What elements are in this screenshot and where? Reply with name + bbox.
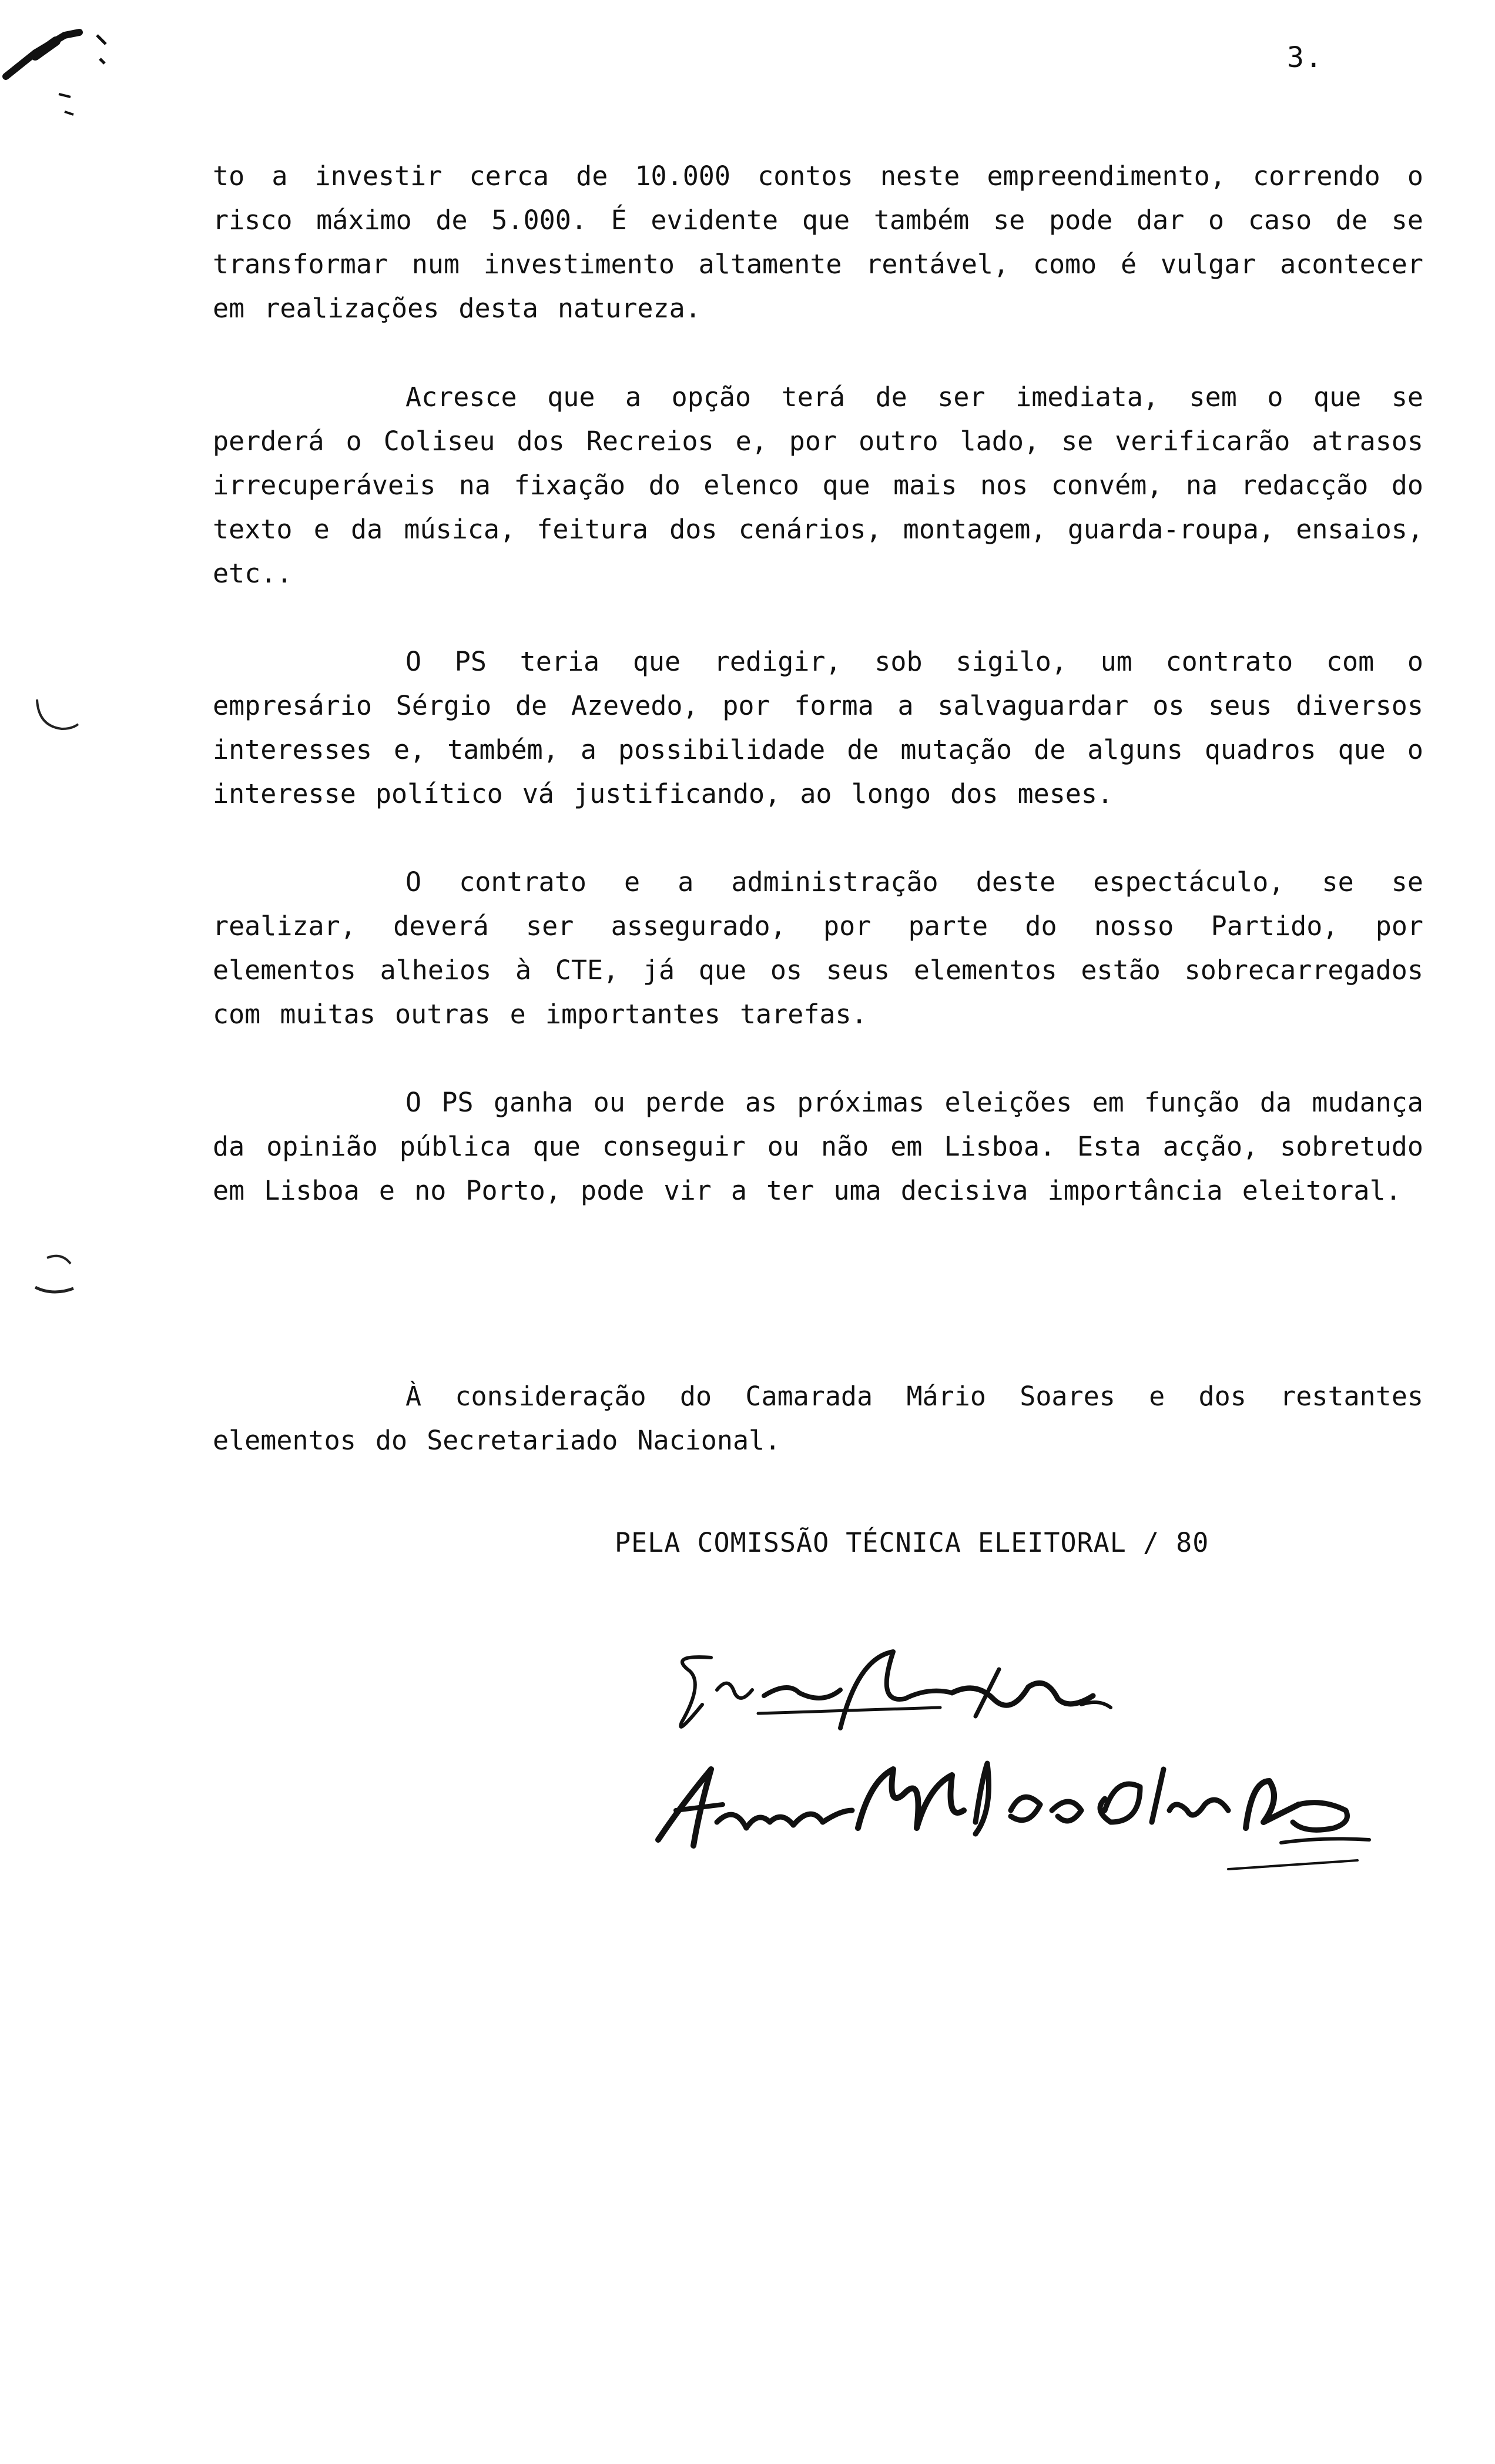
punch-hole-mark	[32, 694, 85, 741]
paragraph: O contrato e a administração deste espectáculo, se se realizar, deverá ser assegurado, por parte do nosso Partido, por elementos alheios à CTE, já que os seus elementos estão sobrecarregados com muitas outras e importantes tarefas.	[213, 866, 1423, 1030]
page-number: 3.	[1287, 41, 1323, 74]
paragraph: O PS ganha ou perde as próximas eleições em função da mudança da opinião pública que conseguir ou não em Lisboa. Esta acção, sobretudo em Lisboa e no Porto, pode vir a ter uma decisiva importância eleitoral.	[213, 1087, 1423, 1206]
signature-2	[658, 1763, 1369, 1869]
paragraph: Acresce que a opção terá de ser imediata, sem o que se perderá o Coliseu dos Recreios e, por outro lado, se verificarão atrasos irrecuperáveis na fixação do elenco que mais nos convém, na redacção do texto e da música, feitura dos cenários, montagem, guarda-roupa, ensaios, etc..	[213, 381, 1423, 589]
paragraph: to a investir cerca de 10.000 contos neste empreendimento, correndo o risco máximo de 5.000. É evidente que também se pode dar o caso de se transformar num investimento altamente rentável, como é vulgar acontecer em realizações desta natureza.	[213, 160, 1423, 324]
corner-scan-mark	[0, 0, 129, 129]
punch-hole-mark	[29, 1246, 88, 1305]
signature-1	[681, 1652, 1111, 1728]
handwritten-signatures	[646, 1634, 1410, 1940]
paragraph: À consideração do Camarada Mário Soares e dos restantes elementos do Secretariado Nacional.	[213, 1381, 1423, 1456]
paragraph: O PS teria que redigir, sob sigilo, um contrato com o empresário Sérgio de Azevedo, por forma a salvaguardar os seus diversos interesses e, também, a possibilidade de mutação de alguns quadros que o interesse político vá justificando, ao longo dos meses.	[213, 646, 1423, 809]
signoff: PELA COMISSÃO TÉCNICA ELEITORAL / 80	[615, 1527, 1209, 1558]
